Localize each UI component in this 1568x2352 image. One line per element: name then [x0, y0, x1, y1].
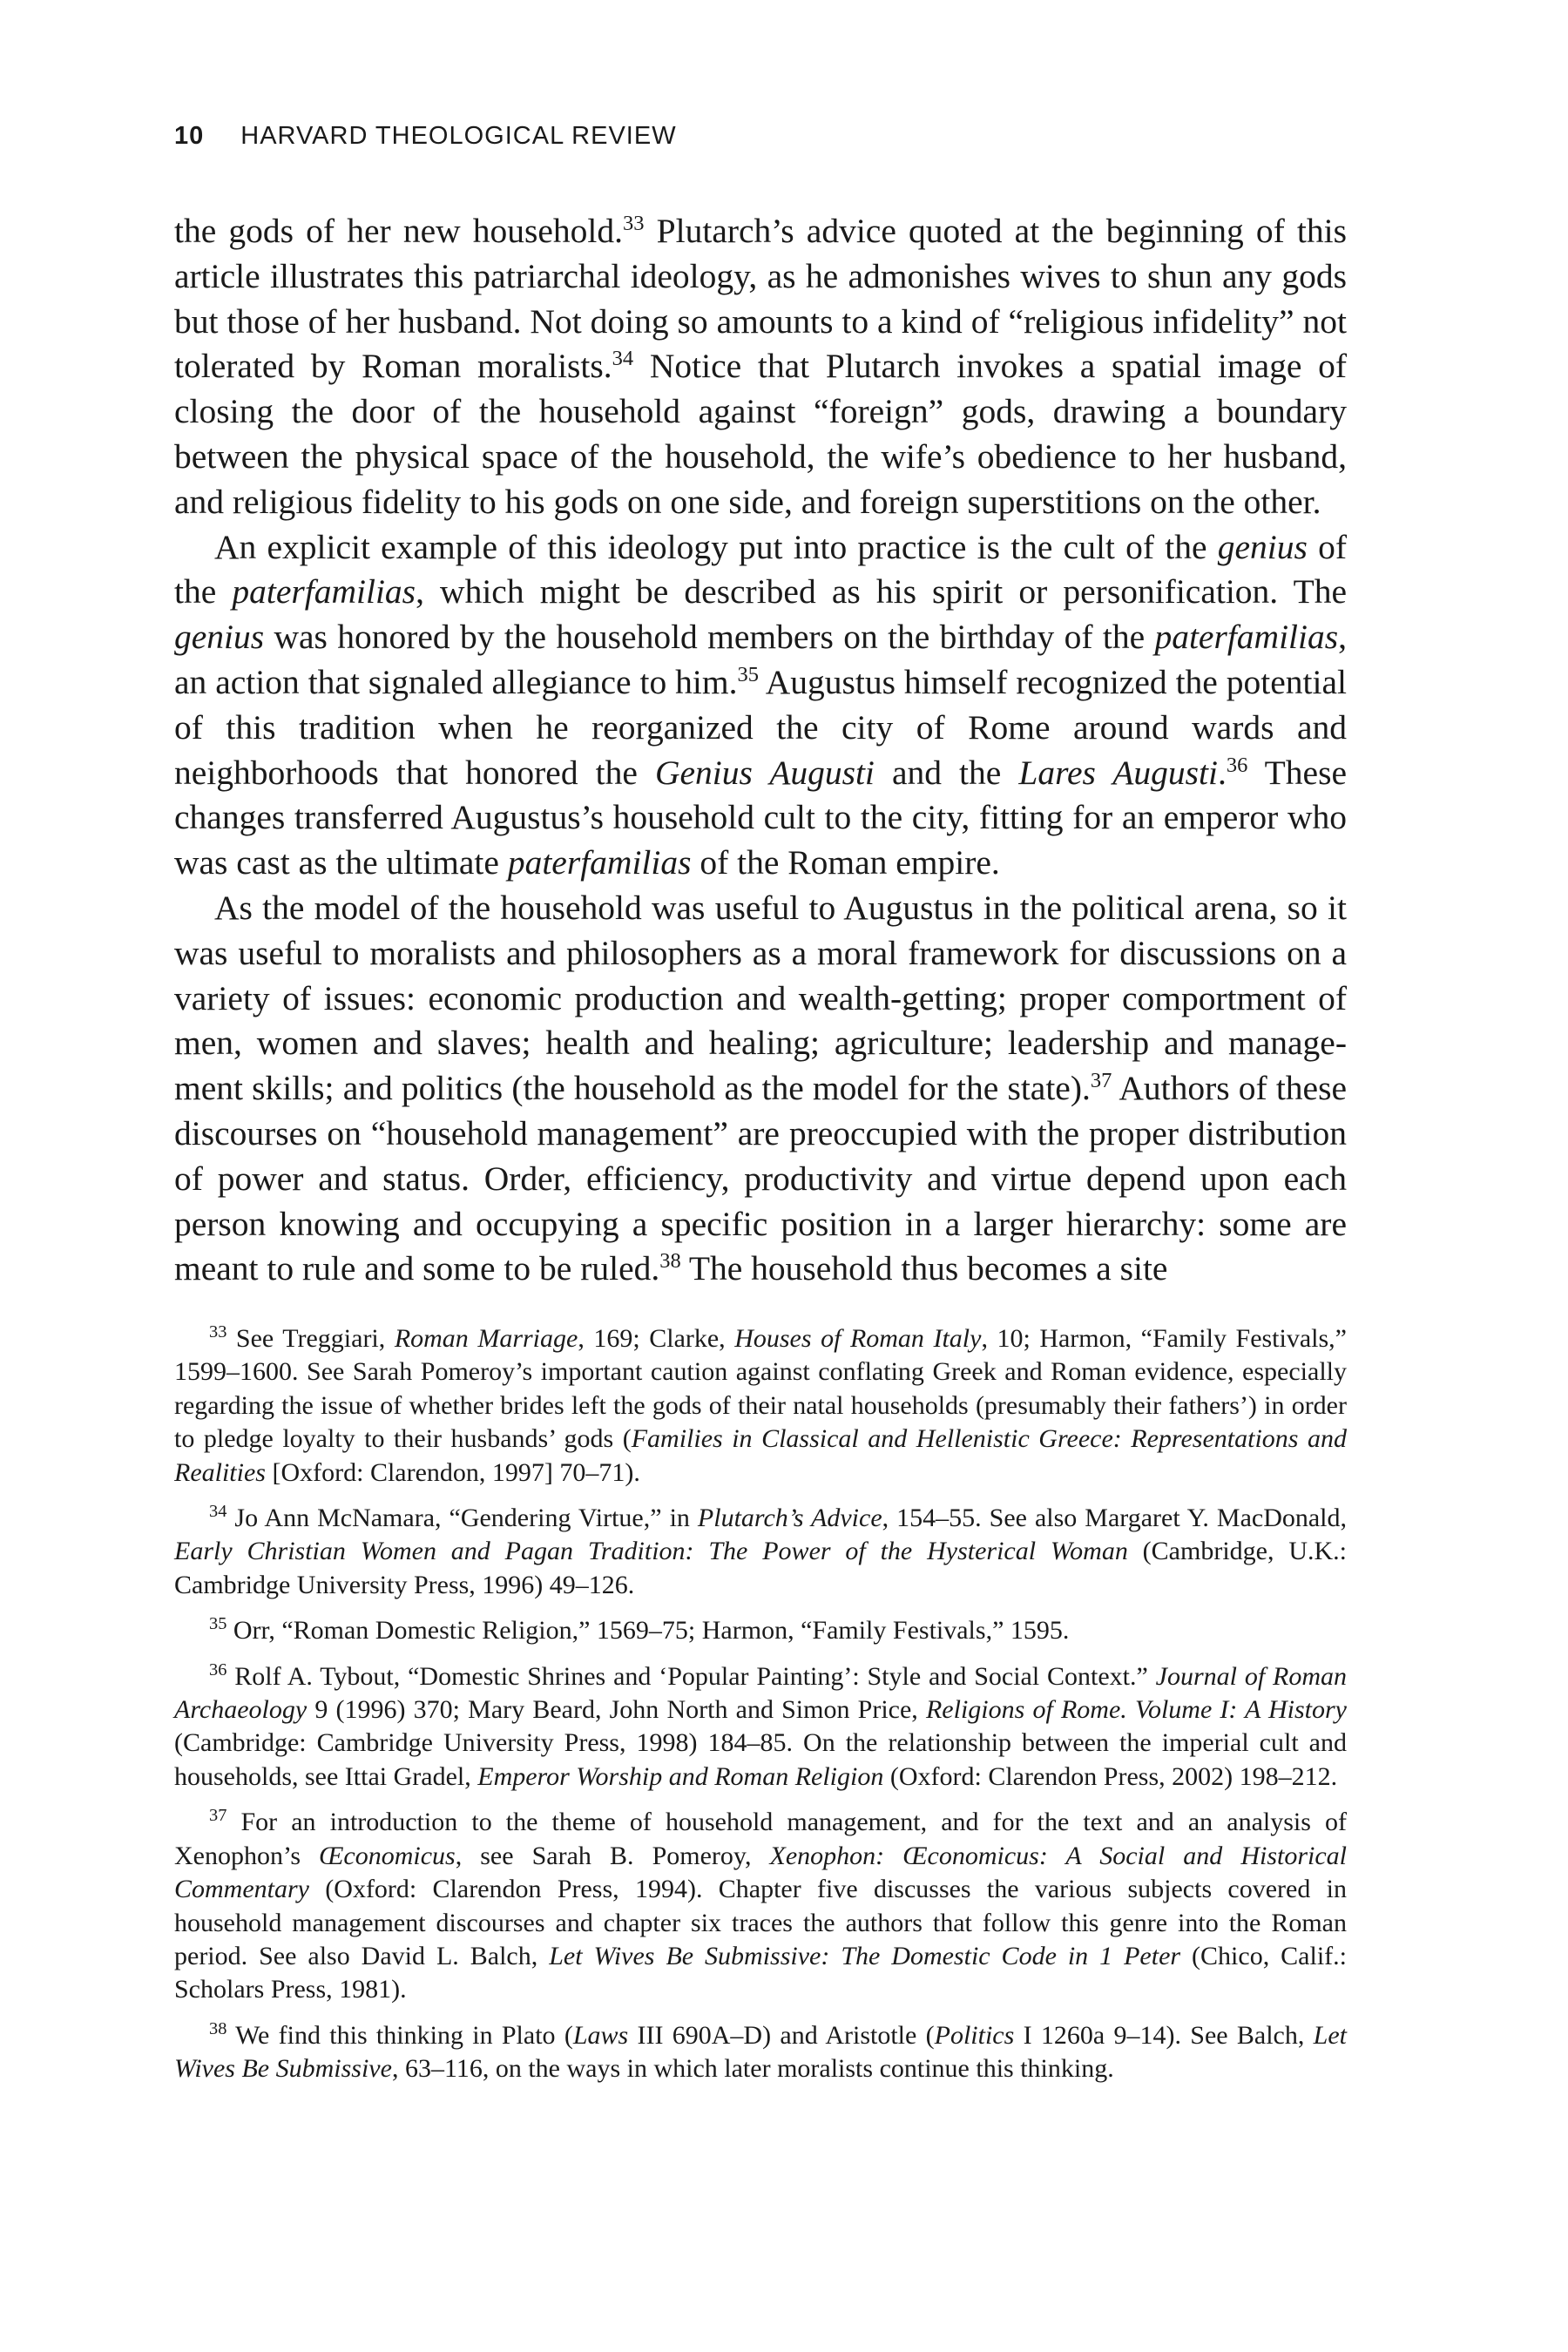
- text-run: (Cambridge: Cambridge University Press, 1998) 184–85. On the relationship between the imperial cult and households, see Ittai Gradel,: [174, 1728, 1347, 1791]
- text-run: , see Sarah B. Pomeroy,: [455, 1841, 770, 1870]
- note-ref: 33: [209, 1322, 227, 1342]
- note-ref: 35: [209, 1614, 227, 1634]
- footnote: [174, 1614, 1347, 1647]
- body-paragraph: [174, 209, 1347, 525]
- italic-text: paterfamilias: [507, 843, 692, 882]
- italic-text: Politics: [934, 2020, 1015, 2050]
- text-run: [Oxford: Clarendon, 1997] 70–71).: [265, 1457, 640, 1487]
- note-ref: 36: [209, 1659, 227, 1680]
- italic-text: paterfamilias: [1154, 618, 1339, 657]
- italic-text: Let Wives Be Submissive: [174, 2020, 1347, 2084]
- text-run: , an action that signaled allegiance to him.: [174, 618, 1347, 701]
- text-run: , 154–55. See also Margaret Y. MacDonald,: [882, 1504, 1348, 1533]
- text-run: Plutarch’s advice quoted at the beginning of this article illustrates this patriarchal ideology, as he admonishes wives to shun any gods but those of her husband. Not doing so amounts to a kind of “religious infidelity” not tolerated by Roman moralists.: [174, 212, 1347, 386]
- text-run: , which might be described as his spirit or personification. The: [416, 572, 1347, 612]
- text-run: We find this thinking in Plato (: [226, 2020, 573, 2050]
- text-run: An explicit example of this ideology put into practice is the cult of the: [214, 527, 1218, 566]
- text-run: of the Roman empire.: [691, 843, 1000, 882]
- italic-text: Journal of Roman Archaeology: [174, 1661, 1347, 1725]
- italic-text: Let Wives Be Submissive: The Domestic Code in 1 Peter: [549, 1941, 1181, 1970]
- note-ref: 37: [209, 1806, 227, 1826]
- footnote: [174, 1322, 1347, 1490]
- note-ref: 33: [623, 211, 645, 235]
- body-text: [174, 209, 1347, 1292]
- text-run: III 690A–D) and Aristotle (: [628, 2020, 935, 2050]
- italic-text: Early Christian Women and Pagan Tradition: The Power of the Hysterical Woman: [174, 1537, 1128, 1566]
- text-run: Authors of these discourses on “household management” are preoccupied with the proper distribution of power and status. Order, efficiency, productivity and virtue depend upon each person knowing and occupying a specific position in a larger hierarchy: some are meant to rule and some to be ruled.: [174, 1069, 1347, 1288]
- italic-text: Xenophon: Œconomicus: A Social and Historical Commentary: [174, 1841, 1348, 1904]
- text-run: (Oxford: Clarendon Press, 2002) 198–212.: [883, 1761, 1338, 1791]
- text-run: the gods of her new household.: [174, 212, 624, 250]
- footnote: [174, 1502, 1347, 1602]
- italic-text: Houses of Roman Italy: [734, 1324, 982, 1353]
- text-run: As the model of the household was useful to Augustus in the political arena, so it was useful to moralists and philosophers as a moral framework for discussions on a variety of issues: economic production and wealth-getting; proper comportment of men, women and slaves; health and healing; agriculture; leadership and manage-ment skills; and politics (the household as the model for the state).: [174, 888, 1347, 1108]
- text-run: was honored by the household members on the birthday of the: [264, 618, 1155, 657]
- text-run: The household thus becomes a site: [680, 1249, 1168, 1288]
- italic-text: genius: [174, 618, 265, 657]
- text-run: For an introduction to the theme of household management, and for the text and an analysis of Xenophon’s: [174, 1808, 1347, 1870]
- text-run: 9 (1996) 370; Mary Beard, John North and Simon Price,: [307, 1695, 926, 1725]
- text-run: Augustus himself recognized the potential of this tradition when he reorganized the city of Rome around wards and neighborhoods that honored the: [174, 662, 1347, 792]
- italic-text: Emperor Worship and Roman Religion: [477, 1761, 884, 1791]
- text-run: .: [1217, 753, 1227, 792]
- italic-text: paterfamilias: [232, 572, 416, 612]
- text-run: See Treggiari,: [226, 1324, 395, 1353]
- text-run: (Cambridge, U.K.: Cambridge University Press, 1996) 49–126.: [174, 1537, 1347, 1599]
- text-run: and the: [874, 753, 1019, 792]
- note-ref: 34: [209, 1502, 227, 1522]
- running-head: [174, 122, 677, 151]
- note-ref: 34: [612, 347, 634, 371]
- italic-text: Laws: [572, 2020, 629, 2050]
- text-run: I 1260a 9–14). See Balch,: [1014, 2020, 1314, 2050]
- text-run: Notice that Plutarch invokes a spatial image of closing the door of the household against “foreign” gods, drawing a boundary between the physical space of the household, the wife’s obedience to her husband, and religious fidelity to his gods on one side, and foreign superstitions on the other.: [174, 347, 1348, 521]
- body-paragraph: [174, 886, 1347, 1292]
- note-ref: 38: [659, 1249, 681, 1274]
- text-run: Rolf A. Tybout, “Domestic Shrines and ‘Popular Painting’: Style and Social Context.”: [226, 1661, 1156, 1691]
- body-paragraph: [174, 525, 1347, 886]
- note-ref: 37: [1090, 1068, 1112, 1092]
- footnote: [174, 2019, 1347, 2086]
- text-run: Orr, “Roman Domestic Religion,” 1569–75; Harmon, “Family Festivals,” 1595.: [226, 1616, 1070, 1646]
- note-ref: 35: [737, 662, 759, 686]
- text-run: (Chico, Calif.: Scholars Press, 1981).: [174, 1941, 1347, 2004]
- italic-text: Lares Augusti: [1018, 753, 1218, 792]
- text-run: , 169; Clarke,: [578, 1324, 735, 1353]
- text-run: , 10; Harmon, “Family Festivals,” 1599–1600. See Sarah Pomeroy’s important caution against conflating Greek and Roman evidence, especially regarding the issue of whether brides left the gods of their natal households (presumably their fathers’) in order to pledge loyalty to their husbands’ gods (: [174, 1324, 1347, 1454]
- italic-text: Roman Marriage: [394, 1324, 578, 1353]
- italic-text: genius: [1217, 527, 1308, 566]
- text-run: Jo Ann McNamara, “Gendering Virtue,” in: [226, 1504, 698, 1533]
- italic-text: Genius Augusti: [654, 753, 875, 792]
- text-run: These changes transferred Augustus’s household cult to the city, fitting for an emperor who was cast as the ultimate: [174, 753, 1347, 882]
- italic-text: Œconomicus: [319, 1841, 456, 1870]
- journal-title: HARVARD THEOLOGICAL REVIEW: [240, 122, 677, 150]
- italic-text: Families in Classical and Hellenistic Greece: Representations and Realities: [174, 1424, 1347, 1487]
- text-run: , 63–116, on the ways in which later moralists continue this thinking.: [391, 2054, 1114, 2084]
- note-ref: 38: [209, 2018, 227, 2038]
- text-run: of the: [174, 527, 1347, 612]
- italic-text: Plutarch’s Advice: [697, 1504, 882, 1533]
- text-run: (Oxford: Clarendon Press, 1994). Chapter five discusses the various subjects covered in household management discourses and chapter six traces the authors that follow this genre into the Roman period. See also David L. Balch,: [174, 1875, 1347, 1970]
- page-number: 10: [174, 122, 205, 150]
- note-ref: 36: [1226, 753, 1248, 777]
- footnote: [174, 1806, 1347, 2006]
- footnote: [174, 1660, 1347, 1794]
- italic-text: Religions of Rome. Volume I: A History: [925, 1695, 1347, 1725]
- footnotes: [174, 1322, 1347, 2099]
